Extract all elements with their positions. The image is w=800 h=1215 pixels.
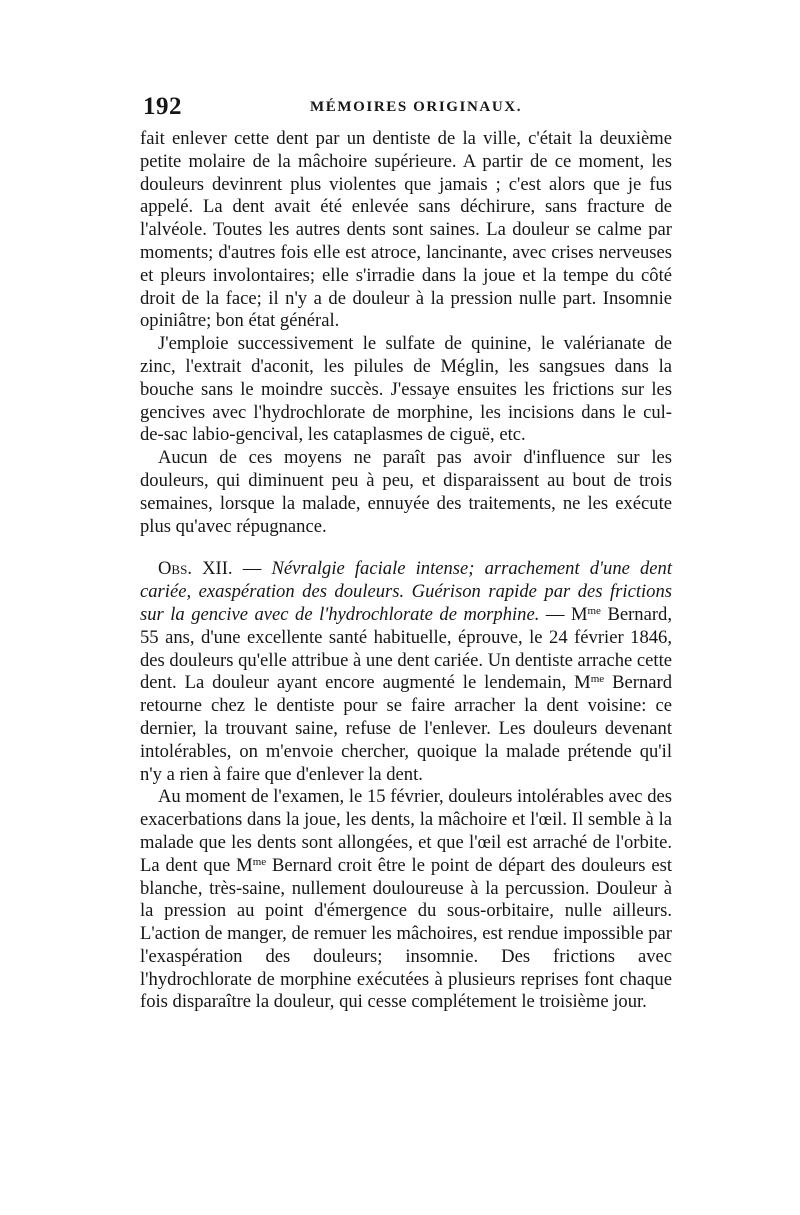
examination-text-part: Au moment de l'examen, le 15 février, douleurs intolérables avec des exacerbations dans la joue, les dents, la mâchoire et l'œil. Il semble à la malade que les dents sont allongées, et que l'œil est arraché de l'orbite. La dent que M	[140, 786, 672, 876]
paragraph-examination	[140, 786, 672, 1014]
section-gap	[140, 538, 672, 558]
observation-label: Obs. XII.	[158, 558, 233, 580]
observation-dash: —	[232, 558, 272, 580]
observation-text-part: Bernard retourne chez le dentiste pour se faire arracher la dent voisine: ce dernier, la trouvant saine, refuse de l'enlever. Les douleurs devenant intolérables, on m'envoie chercher, quoique la malade prétende qu'il n'y a rien à faire que d'enlever la dent.	[140, 672, 672, 785]
running-title: MÉMOIRES ORIGINAUX.	[310, 99, 523, 115]
observation-xii	[140, 558, 672, 786]
paragraph-treatment: J'emploie successivement le sulfate de quinine, le valérianate de zinc, l'extrait d'aconit, les pilules de Méglin, les sangsues dans la bouche sans le moindre succès. J'essaye ensuites les frictions sur les gencives avec l'hydrochlorate de morphine, les incisions dans le cul-de-sac labio-gencival, les cataplasmes de ciguë, etc.	[140, 333, 672, 446]
observation-title: Névralgie faciale intense; arrachement d'une dent cariée, exaspération des douleurs. Guérison rapide par des frictions sur la gencive avec de l'hydrochlorate de morphine.	[140, 558, 673, 625]
title-abbreviation: me	[587, 604, 601, 617]
body-text	[140, 128, 672, 1014]
title-abbreviation: me	[252, 855, 267, 868]
examination-text-part: Bernard croit être le point de départ des douleurs est blanche, très-saine, nullement douloureuse à la percussion. Douleur à la pression au point d'émergence du sous-orbitaire, nulle ailleurs. L'action de manger, de remuer les mâchoires, est rendue impossible par l'exaspération des douleurs; insomnie. Des frictions avec l'hydrochlorate de morphine exécutées à plusieurs reprises font chaque fois disparaître la douleur, qui cesse complétement le troisième jour.	[140, 854, 672, 1013]
running-head	[140, 93, 670, 129]
title-abbreviation: me	[590, 673, 605, 686]
paragraph-outcome: Aucun de ces moyens ne paraît pas avoir d'influence sur les douleurs, qui diminuent peu à peu, et disparaissent au bout de trois semaines, lorsque la malade, ennuyée des traitements, ne les exécute plus qu'avec répugnance.	[140, 447, 672, 537]
paragraph-continuation: fait enlever cette dent par un dentiste de la ville, c'était la deuxième petite molaire de la mâchoire supérieure. A partir de ce moment, les douleurs devinrent plus violentes que jamais ; c'est alors que je fus appelé. La dent avait été enlevée sans déchirure, sans fracture de l'alvéole. Toutes les autres dents sont saines. La douleur se calme par moments; d'autres fois elle est atroce, lancinante, avec crises nerveuses et pleurs involontaires; elle s'irradie dans la joue et la tempe du côté droit de la face; il n'y a de douleur à la pression nulle part. Insomnie opiniâtre; bon état général.	[140, 128, 672, 332]
observation-text-part: Bernard, 55 ans, d'une excellente santé habituelle, éprouve, le 24 février 1846, des douleurs qu'elle attribue à une dent cariée. Un dentiste arrache cette dent. La douleur ayant encore augmenté le lendemain, M	[140, 603, 672, 694]
observation-text-part: — M	[539, 603, 588, 625]
page-number: 192	[143, 93, 182, 120]
